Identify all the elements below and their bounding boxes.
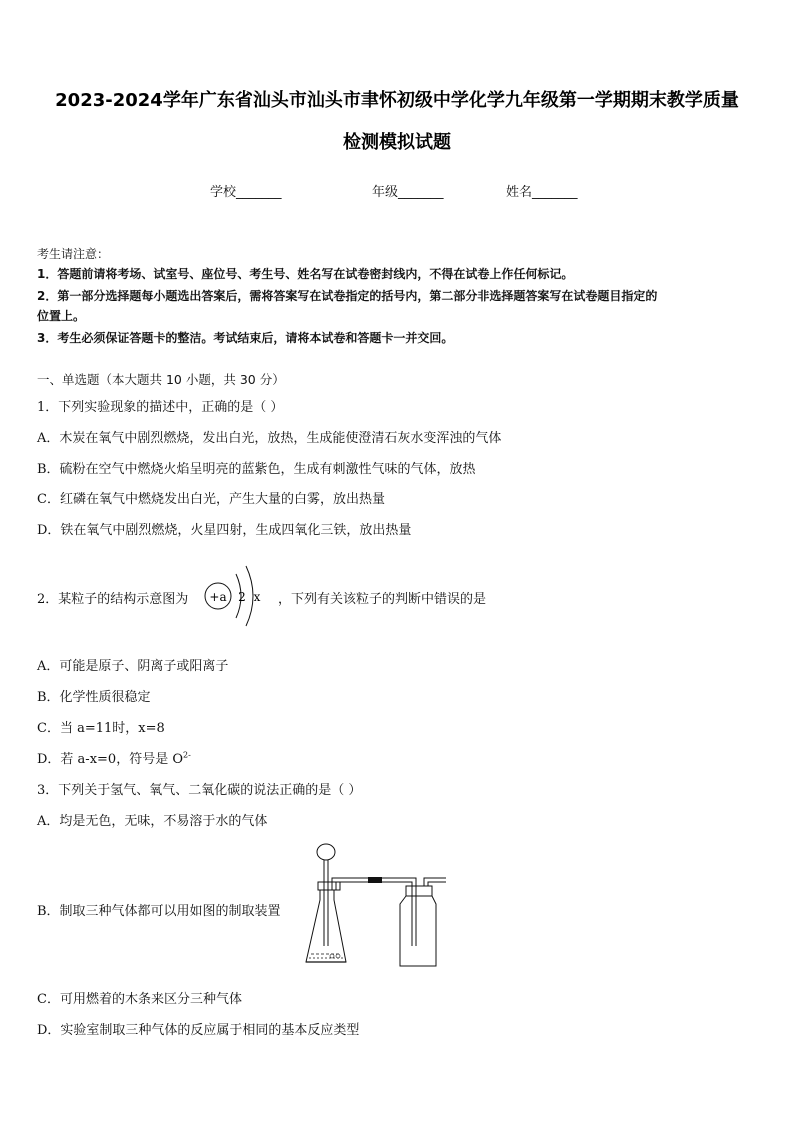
gas-generation-apparatus [302,838,454,974]
notice-item-2: 2．第一部分选择题每小题选出答案后，需将答案写在试卷指定的括号内，第二部分非选择题答案写在试卷题目指定的 [37,289,658,303]
notice-item-1: 1．答题前请将考场、试室号、座位号、考生号、姓名写在试卷密封线内，不得在试卷上作任何标记。 [37,267,574,281]
q2-stem-b: ，下列有关该粒子的判断中错误的是 [278,592,487,607]
shell2-label: x [253,590,261,604]
q1-option-d: D．铁在氧气中剧烈燃烧，火星四射，生成四氧化三铁，放出热量 [37,523,412,538]
exam-title-line2: 检测模拟试题 [343,132,451,153]
atom-structure-diagram [200,562,285,630]
grade-field: 年级_______ [372,185,444,200]
shell1-label: 2 [238,590,246,604]
q3-option-d: D．实验室制取三种气体的反应属于相同的基本反应类型 [37,1023,360,1038]
q3-option-a: A．均是无色，无味，不易溶于水的气体 [37,814,268,829]
q3-option-c: C．可用燃着的木条来区分三种气体 [37,992,242,1007]
name-field: 姓名_______ [506,185,578,200]
q2-option-d-superscript: 2- [182,750,191,760]
q2-option-d-text: D．若 a-x=0，符号是 O [37,752,183,767]
notice-item-2-cont: 位置上。 [37,309,86,323]
q2-option-d [37,748,191,767]
section-heading: 一、单选题（本大题共 10 小题，共 30 分） [37,372,285,387]
q2-option-b: B．化学性质很稳定 [37,690,151,705]
q1-option-b: B．硫粉在空气中燃烧火焰呈明亮的蓝紫色，生成有刺激性气味的气体，放热 [37,462,476,477]
q2-stem-a: 2．某粒子的结构示意图为 [37,592,189,607]
q1-stem: 1．下列实验现象的描述中，正确的是（ ） [37,400,284,415]
q3-option-b: B．制取三种气体都可以用如图的制取装置 [37,904,281,919]
q2-option-a: A．可能是原子、阴离子或阳离子 [37,659,229,674]
school-field: 学校_______ [210,185,282,200]
exam-title-line1: 2023-2024学年广东省汕头市汕头市聿怀初级中学化学九年级第一学期期末教学质量 [55,90,739,111]
notice-item-3: 3．考生必须保证答题卡的整洁。考试结束后，请将本试卷和答题卡一并交回。 [37,331,454,345]
notice-label: 考生请注意： [37,247,110,261]
q3-stem: 3．下列关于氢气、氧气、二氧化碳的说法正确的是（ ） [37,783,362,798]
q1-option-a: A．木炭在氧气中剧烈燃烧，发出白光，放热，生成能使澄清石灰水变浑浊的气体 [37,431,502,446]
nucleus-label: +a [209,590,227,604]
q2-option-c: C．当 a=11时，x=8 [37,721,165,736]
q1-option-c: C．红磷在氧气中燃烧发出白光，产生大量的白雾，放出热量 [37,492,385,507]
